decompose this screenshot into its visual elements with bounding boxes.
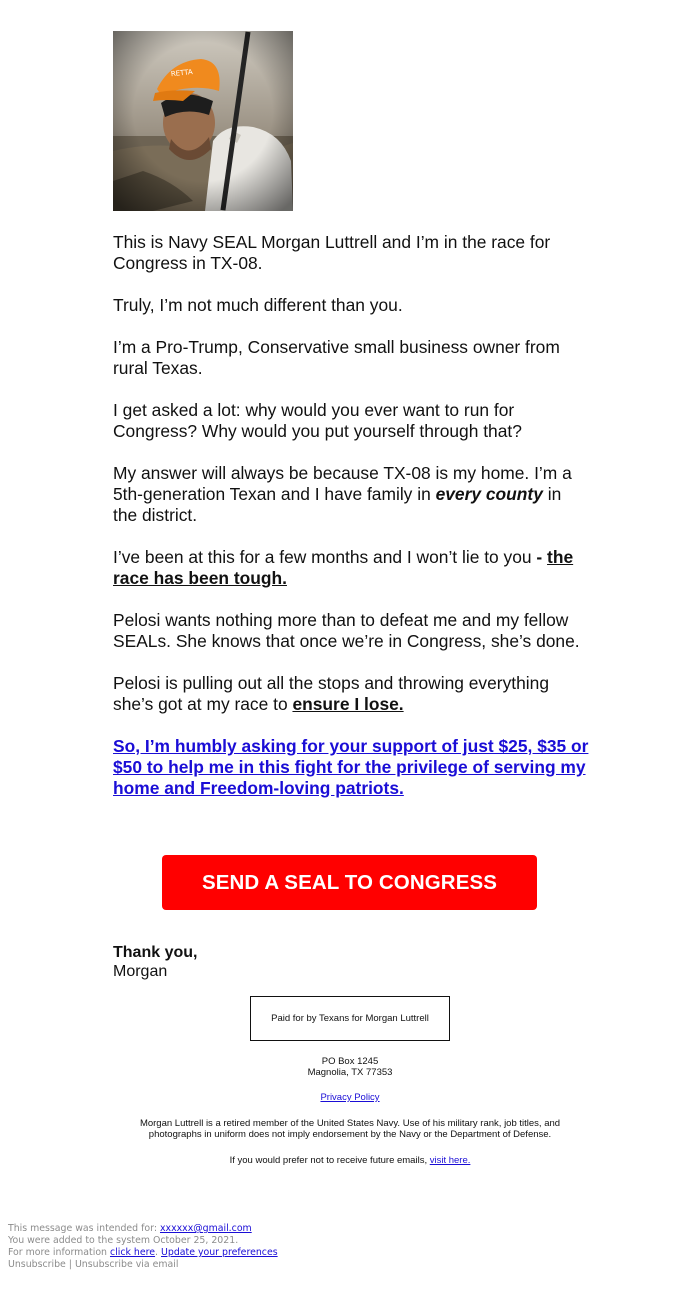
update-preferences-link[interactable]: Update your preferences [161,1247,278,1258]
mailing-address [200,1056,500,1078]
email-body [113,232,589,820]
address-line-1: PO Box 1245 [321,1056,379,1067]
paragraph-pelosi-stops [113,673,589,715]
paragraph-not-different: Truly, I’m not much different than you. [113,295,403,315]
privacy-section [200,1092,500,1103]
thank-you-text: Thank you, [113,944,198,961]
system-footer [8,1223,278,1271]
paragraph-home [113,463,589,526]
paragraph-pro-trump: I’m a Pro-Trump, Conservative small business owner from rural Texas. [113,337,560,378]
paragraph-ask [113,736,589,799]
unsubscribe-link[interactable]: Unsubscribe [8,1259,66,1270]
footer-more-info [8,1247,278,1259]
footer-unsubscribe [8,1259,278,1271]
paid-for-box: Paid for by Texans for Morgan Luttrell [250,996,450,1041]
recipient-email-link[interactable]: xxxxxx@gmail.com [159,1223,252,1234]
candidate-photo-image [113,31,293,211]
paragraph-intro: This is Navy SEAL Morgan Luttrell and I’m in the race for Congress in TX-08. [113,232,551,273]
paragraph-why-run: I get asked a lot: why would you ever want to run for Congress? Why would you put yourself through that? [113,400,522,441]
race-tough-emphasis: the race has been tough. [113,547,574,588]
unsubscribe-email-link[interactable]: Unsubscribe via email [74,1259,179,1270]
intended-for-label: This message was intended for: [8,1223,160,1234]
optout-line [150,1155,550,1166]
paragraph-home-pre: My answer will always be because TX-08 is my home. I’m a 5th-generation Texan and I have family in [113,463,572,504]
paragraph-home-post: in the district. [113,484,562,525]
separator: . [155,1247,162,1258]
more-info-label: For more information [8,1247,110,1258]
ensure-lose-emphasis: ensure I lose. [292,694,404,714]
every-county-emphasis: every county [435,484,543,504]
signoff [113,943,197,981]
click-here-link[interactable]: click here [109,1247,156,1258]
donation-ask-link[interactable]: So, I’m humbly asking for your support of just $25, $35 or $50 to help me in this fight for the privilege of serving my home and Freedom-loving patriots. [113,736,589,798]
paragraph-stops-pre: Pelosi is pulling out all the stops and throwing everything she’s got at my race to [113,673,549,714]
paragraph-race-pre: I’ve been at this for a few months and I won’t lie to you [113,547,537,567]
candidate-photo [113,31,293,211]
optout-link[interactable]: visit here. [429,1155,471,1166]
footer-intended-for [8,1223,278,1235]
paragraph-race-tough [113,547,589,589]
pipe-separator: | [65,1259,75,1270]
privacy-policy-link[interactable]: Privacy Policy [320,1092,380,1103]
footer-added-date: You were added to the system October 25, 2021. [8,1235,239,1246]
paragraph-pelosi-defeat: Pelosi wants nothing more than to defeat me and my fellow SEALs. She knows that once we’re in Congress, she’s done. [113,610,580,651]
signature-name: Morgan [113,963,168,980]
military-disclaimer: Morgan Luttrell is a retired member of the United States Navy. Use of his military rank, job titles, and photographs in uniform does not imply endorsement by the Navy or the Department of Defense. [139,1118,561,1140]
dash: - [536,547,543,567]
send-a-seal-button[interactable]: SEND A SEAL TO CONGRESS [162,855,537,910]
optout-text: If you would prefer not to receive future emails, [229,1155,430,1166]
address-line-2: Magnolia, TX 77353 [307,1067,393,1078]
